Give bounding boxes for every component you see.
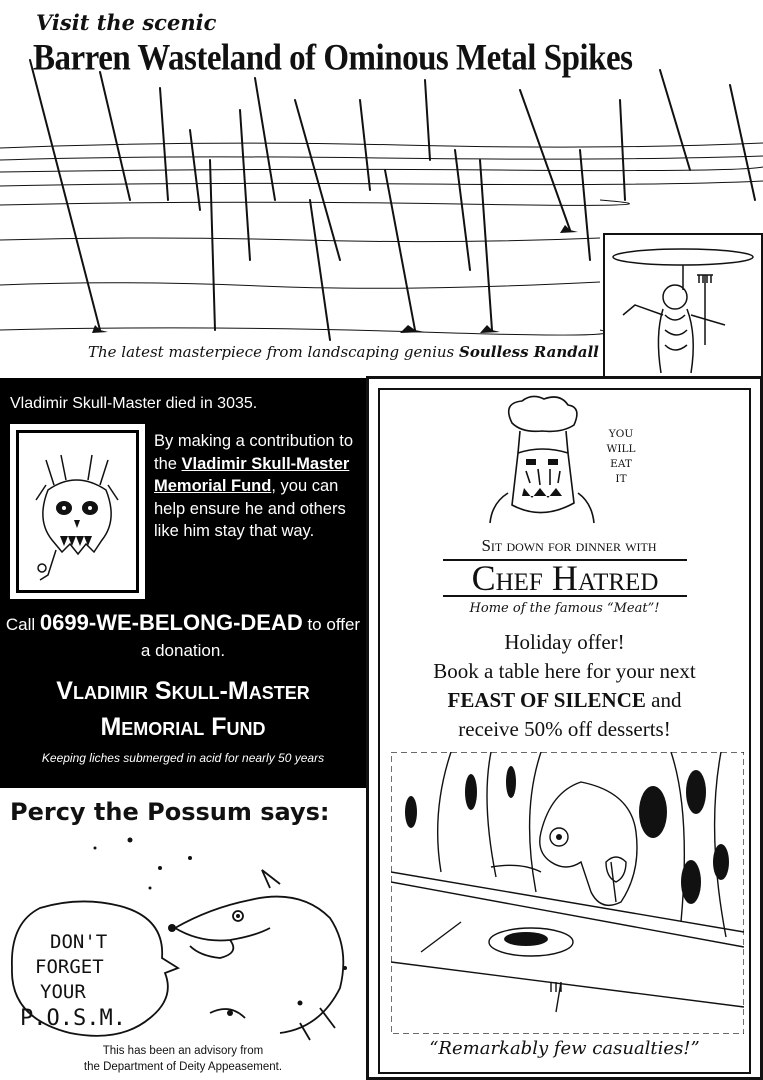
gardener-illustration — [605, 235, 761, 376]
speech-line-2: FORGET — [35, 956, 104, 978]
donation-call-line — [0, 610, 366, 664]
chef-name-bottom-rule — [443, 595, 687, 597]
chef-hatred-advert — [366, 376, 763, 1080]
chef-illustration — [482, 393, 602, 528]
fund-title-line1: Vladimir Skull-Master — [56, 677, 310, 705]
banner-title: Barren Wasteland of Ominous Metal Spikes — [33, 38, 633, 79]
contribution-text — [154, 430, 360, 543]
customer-review: “Remarkably few casualties!” — [429, 1038, 700, 1059]
advisory-footer — [0, 1043, 366, 1075]
lich-portrait — [26, 440, 129, 583]
call-suffix: to offer a donation. — [140, 615, 361, 660]
banner-kicker: Visit the scenic — [36, 10, 217, 35]
chef-name: Chef Hatred — [471, 558, 659, 598]
wasteland-advert — [0, 0, 763, 378]
you-will-eat-it-slogan — [591, 427, 651, 487]
memorial-fund-advert — [0, 378, 366, 788]
speech-line-3: YOUR — [40, 981, 86, 1003]
call-prefix: Call — [5, 615, 40, 634]
donation-phone-number: 0699-WE-BELONG-DEAD — [39, 610, 303, 635]
feast-of-silence: FEAST OF SILENCE — [447, 688, 646, 712]
gardener-illustration-frame — [603, 233, 763, 378]
offer-line2: Book a table here for your next — [433, 659, 696, 683]
advisory-line2: the Department of Deity Appeasement. — [83, 1061, 283, 1073]
slogan-line4: IT — [615, 473, 627, 485]
memorial-fund-link[interactable]: Vladimir Skull-Master Memorial Fund — [154, 454, 350, 496]
contrib-suffix: , you can help ensure he and others like him stay that way. — [154, 477, 346, 541]
caption-text: The latest masterpiece from landscaping genius — [88, 343, 459, 361]
speech-line-1: DON'T — [50, 931, 108, 953]
death-notice: Vladimir Skull-Master died in 3035. — [10, 395, 258, 412]
offer-line3 — [369, 686, 760, 715]
memorial-fund-title — [0, 673, 366, 745]
advisory-line1: This has been an advisory from — [102, 1045, 264, 1057]
banner-caption — [88, 343, 599, 361]
caption-designer-name: Soulless Randall — [459, 343, 599, 361]
lich-portrait-frame — [10, 424, 145, 599]
slogan-line1: YOU — [608, 428, 634, 440]
percy-headline: Percy the Possum says: — [10, 798, 330, 826]
holiday-offer — [369, 628, 760, 744]
memorial-tagline: Keeping liches submerged in acid for nearly 50 years — [41, 751, 325, 765]
home-of-meat-line: Home of the famous “Meat”! — [469, 601, 660, 616]
speech-line-4: P.O.S.M. — [20, 1006, 126, 1031]
possum-illustration — [0, 828, 366, 1043]
fund-title-line2: Memorial Fund — [100, 713, 266, 741]
slogan-line2: WILL — [606, 443, 636, 455]
offer-line1: Holiday offer! — [504, 630, 625, 654]
offer-and: and — [645, 688, 682, 712]
feast-dining-illustration — [391, 752, 744, 1034]
contrib-prefix: By making a contribution to the — [154, 432, 354, 473]
sit-down-line: Sit down for dinner with — [481, 536, 657, 555]
slogan-line3: EAT — [610, 458, 632, 470]
offer-line4: receive 50% off desserts! — [458, 717, 671, 741]
percy-possum-advisory — [0, 788, 366, 1080]
